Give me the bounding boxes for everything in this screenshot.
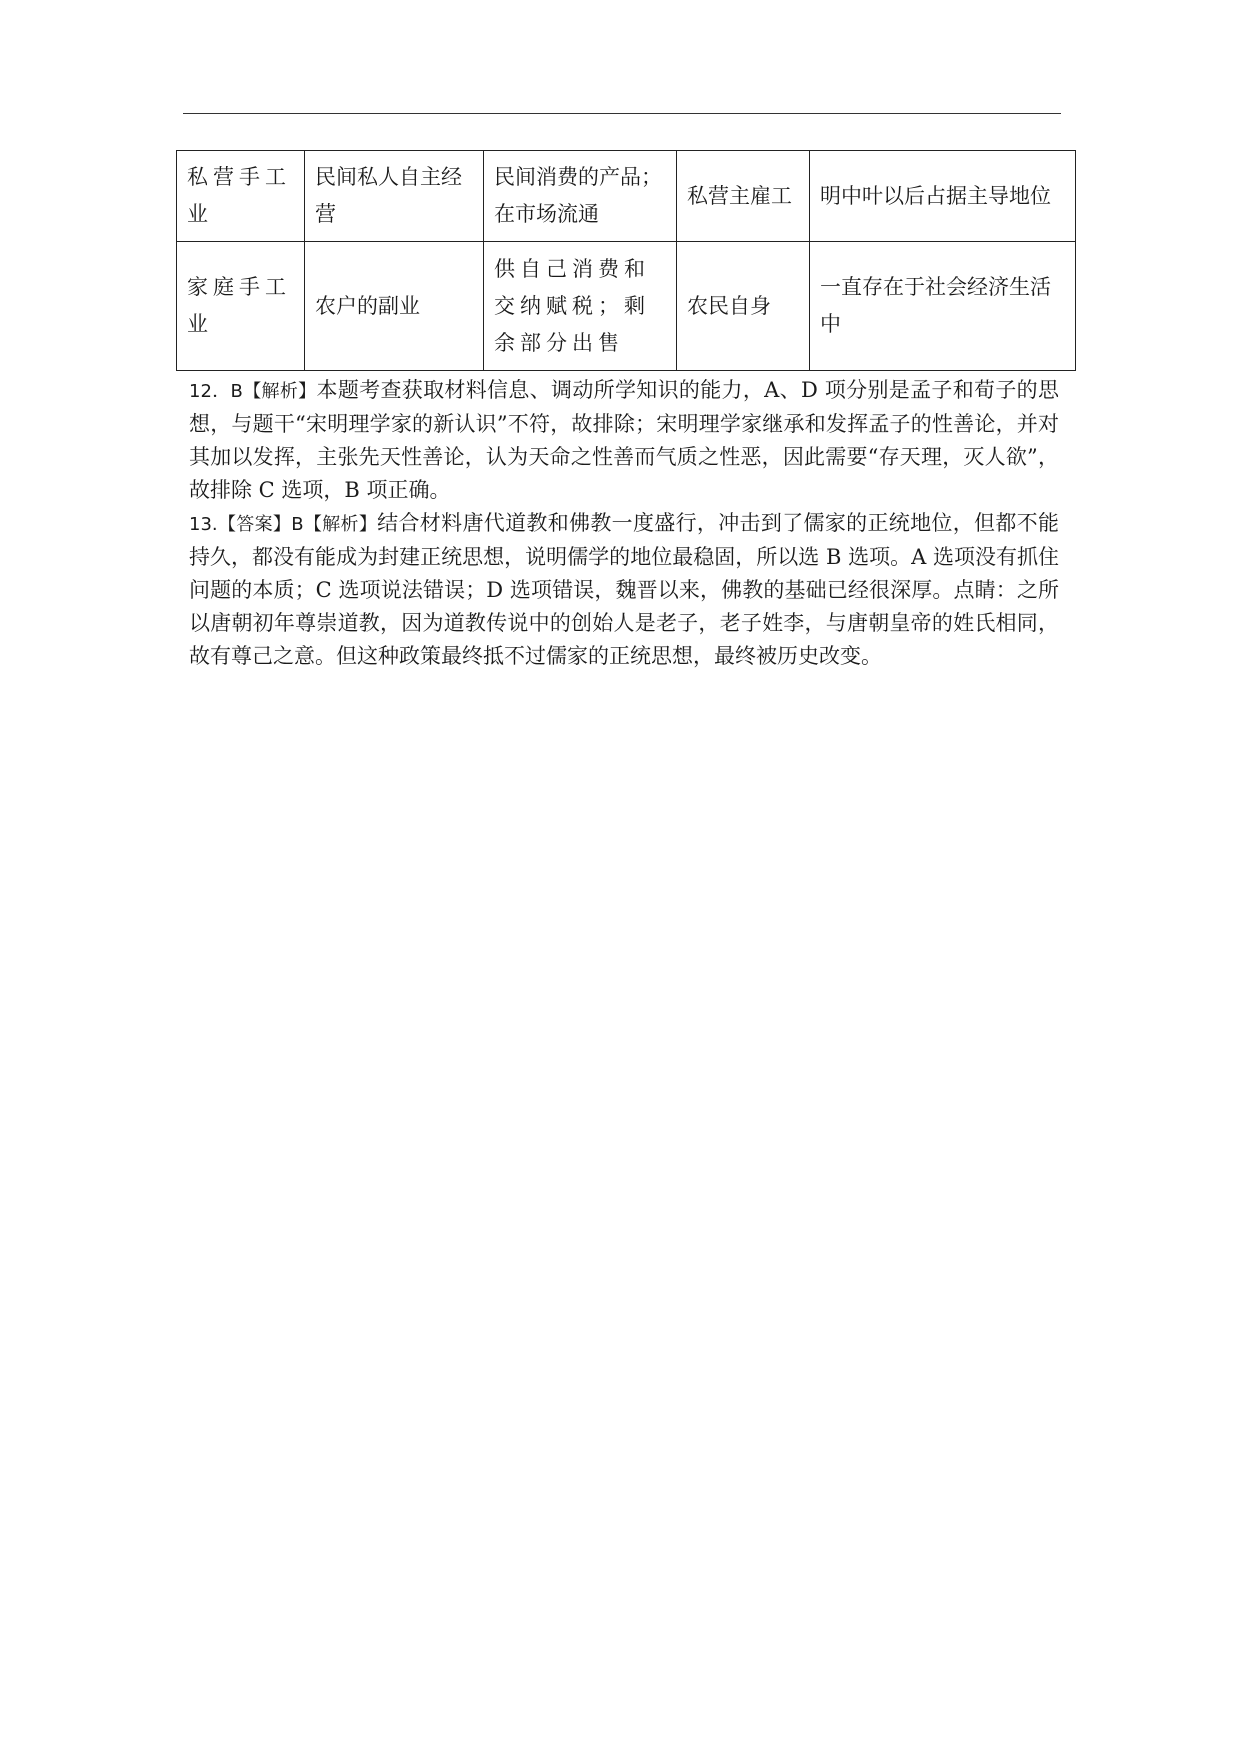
table-cell: 农户的副业 xyxy=(305,242,484,371)
answer-item-12 xyxy=(189,374,1059,507)
table-row xyxy=(177,151,1076,242)
answer-tag: 【答案】B【解析】 xyxy=(217,514,378,535)
answer-text: 本题考查获取材料信息、调动所学知识的能力，A、D 项分别是孟子和荀子的思想，与题干“宋明理学家的新认识”不符，故排除；宋明理学家继承和发挥孟子的性善论，并对其加以发挥，主张先天性善论，认为天命之性善而气质之性恶，因此需要“存天理，灭人欲”，故排除 C 选项，B 项正确。 xyxy=(189,378,1059,502)
table-cell: 家庭手工业 xyxy=(177,242,305,371)
table-cell: 农民自身 xyxy=(677,242,810,371)
table-cell: 私营手工业 xyxy=(177,151,305,242)
table-cell: 民间消费的产品；在市场流通 xyxy=(484,151,677,242)
answer-item-13 xyxy=(189,507,1059,673)
answer-number: 12． xyxy=(189,381,231,402)
table-cell: 一直存在于社会经济生活中 xyxy=(810,242,1076,371)
table-cell: 明中叶以后占据主导地位 xyxy=(810,151,1076,242)
answer-number: 13. xyxy=(189,514,218,535)
table-cell: 民间私人自主经营 xyxy=(305,151,484,242)
table-cell: 私营主雇工 xyxy=(677,151,810,242)
answer-text: 结合材料唐代道教和佛教一度盛行，冲击到了儒家的正统地位，但都不能持久，都没有能成为封建正统思想，说明儒学的地位最稳固，所以选 B 选项。A 选项没有抓住问题的本质；C 选项说法错误；D 选项错误，魏晋以来，佛教的基础已经很深厚。点睛：之所以唐朝初年尊崇道教，因为道教传说中的创始人是老子，老子姓李，与唐朝皇帝的姓氏相同，故有尊己之意。但这种政策最终抵不过儒家的正统思想，最终被历史改变。 xyxy=(189,511,1059,668)
header-rule xyxy=(183,113,1061,114)
handicraft-table xyxy=(176,150,1076,371)
answer-explanations xyxy=(189,374,1059,673)
table-cell: 供自己消费和交纳赋税；剩余部分出售 xyxy=(484,242,677,371)
answer-tag: B【解析】 xyxy=(230,381,317,402)
table-row xyxy=(177,242,1076,371)
